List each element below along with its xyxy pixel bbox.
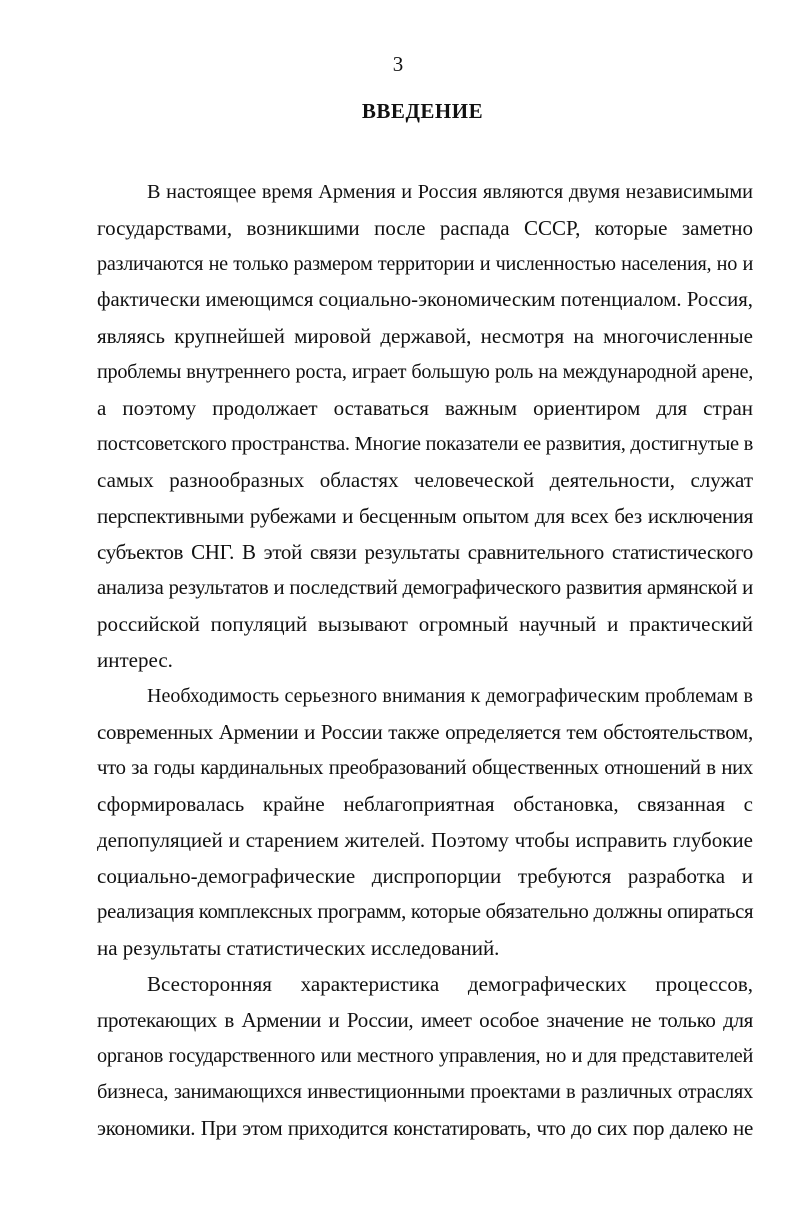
text-line: постсоветского пространства. Многие показатели ее развития, достигнутые в (97, 433, 753, 455)
text-line: различаются не только размером территории и численностью населения, но и (97, 253, 753, 275)
text-line: реализация комплексных программ, которые обязательно должны опираться (97, 901, 754, 923)
paragraph-2 (97, 678, 753, 966)
text-line: а поэтому продолжает оставаться важным ориентиром для стран (97, 396, 753, 420)
text-line: Всесторонняя характеристика демографических процессов, (147, 972, 753, 996)
text-line: что за годы кардинальных преобразований общественных отношений в них (97, 757, 753, 779)
text-line: являясь крупнейшей мировой державой, несмотря на многочисленные (97, 324, 753, 348)
text-line: интерес. (97, 648, 173, 672)
text-line: Необходимость серьезного внимания к демографическим проблемам в (147, 685, 753, 707)
text-line: субъектов СНГ. В этой связи результаты сравнительного статистического (97, 540, 753, 564)
paragraph-1 (97, 174, 753, 678)
text-line: экономики. При этом приходится констатировать, что до сих пор далеко не (97, 1116, 753, 1140)
text-line: сформировалась крайне неблагоприятная обстановка, связанная с (97, 792, 753, 816)
text-line: перспективными рубежами и бесценным опытом для всех без исключения (97, 504, 753, 528)
body-text (97, 174, 753, 1146)
text-line: самых разнообразных областях человеческой деятельности, служат (97, 468, 753, 492)
text-line: государствами, возникшими после распада СССР, которые заметно (97, 216, 753, 240)
section-heading: ВВЕДЕНИЕ (361, 99, 484, 123)
text-line: анализа результатов и последствий демографического развития армянской и (97, 577, 753, 599)
text-line: депопуляцией и старением жителей. Поэтому чтобы исправить глубокие (97, 828, 753, 852)
text-line: бизнеса, занимающихся инвестиционными проектами в различных отраслях (97, 1081, 753, 1103)
paragraph-3 (97, 966, 753, 1146)
text-line: социально-демографические диспропорции требуются разработка и (97, 864, 753, 888)
text-line: на результаты статистических исследований. (97, 936, 500, 960)
page-number: 3 (392, 52, 404, 76)
text-line: проблемы внутреннего роста, играет большую роль на международной арене, (97, 361, 753, 383)
text-line: органов государственного или местного управления, но и для представителей (97, 1045, 753, 1067)
text-line: российской популяций вызывают огромный научный и практический (97, 612, 753, 636)
text-line: протекающих в Армении и России, имеет особое значение не только для (97, 1008, 753, 1032)
text-line: фактически имеющимся социально-экономическим потенциалом. Россия, (97, 289, 753, 311)
text-line: современных Армении и России также определяется тем обстоятельством, (97, 720, 753, 744)
text-line: В настоящее время Армения и Россия являются двумя независимыми (147, 181, 753, 203)
